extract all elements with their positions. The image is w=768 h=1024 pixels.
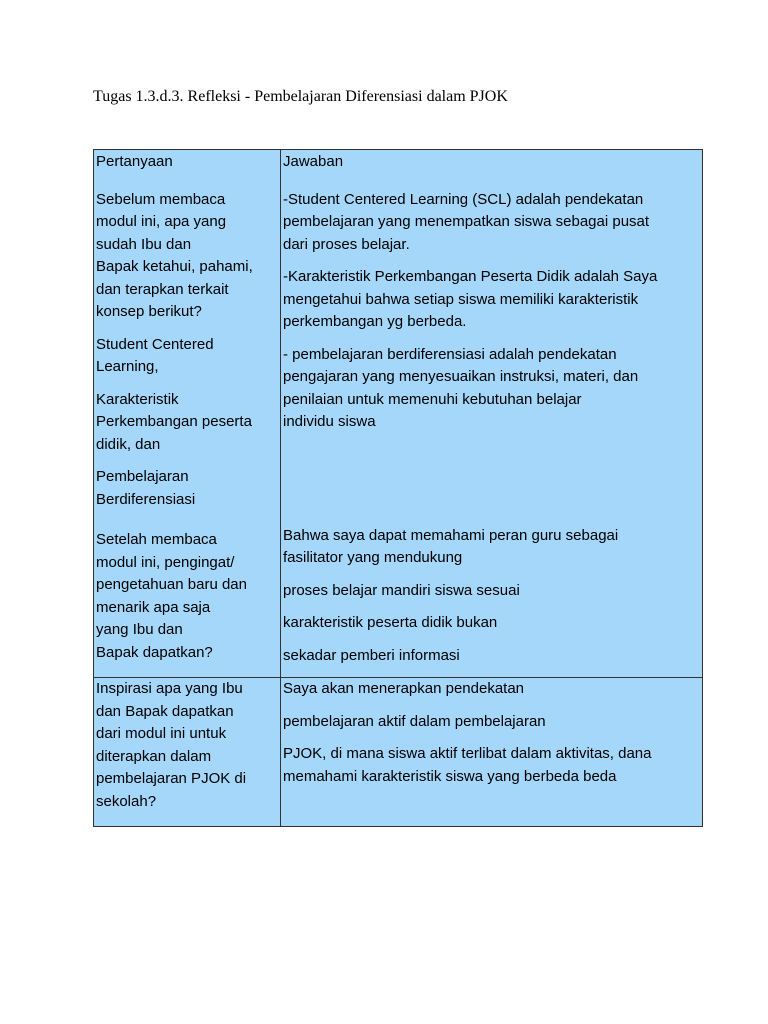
question-line: diterapkan dalam bbox=[96, 747, 212, 765]
question-line: Berdiferensiasi bbox=[96, 490, 196, 508]
question-line: dari modul ini untuk bbox=[96, 725, 227, 742]
question-line: Pembelajaran bbox=[96, 468, 189, 485]
answer-line: karakteristik peserta didik bukan bbox=[283, 614, 498, 631]
answer-line: dari proses belajar. bbox=[283, 235, 410, 253]
document-title: Tugas 1.3.d.3. Refleksi - Pembelajaran Diferensiasi dalam PJOK bbox=[93, 88, 508, 105]
question-line: menarik apa saja bbox=[96, 598, 211, 616]
question-line: Setelah membaca bbox=[96, 531, 217, 548]
question-line: Inspirasi apa yang Ibu bbox=[96, 680, 243, 697]
answer-line: - pembelajaran berdiferensiasi adalah pendekatan bbox=[283, 345, 617, 363]
answer-cell bbox=[281, 150, 702, 677]
answer-line: -Karakteristik Perkembangan Peserta Didik adalah Saya bbox=[283, 268, 658, 285]
answer-line: penilaian untuk memenuhi kebutuhan belajar bbox=[283, 390, 582, 408]
question-line: pengetahuan baru dan bbox=[96, 576, 247, 593]
table-row bbox=[94, 150, 702, 677]
answer-line: -Student Centered Learning (SCL) adalah pendekatan bbox=[283, 190, 644, 208]
question-line: didik, dan bbox=[96, 435, 161, 453]
question-line: Student Centered bbox=[96, 335, 214, 353]
answer-line: fasilitator yang mendukung bbox=[283, 549, 463, 566]
question-line: pembelajaran PJOK di bbox=[96, 770, 247, 787]
question-line: sudah Ibu dan bbox=[96, 235, 192, 253]
answer-line: Saya akan menerapkan pendekatan bbox=[283, 680, 525, 697]
answer-line: perkembangan yg berbeda. bbox=[283, 313, 467, 330]
question-line: sekolah? bbox=[96, 792, 157, 810]
answer-line: memahami karakteristik siswa yang berbeda beda bbox=[283, 767, 617, 785]
answer-line: mengetahui bahwa setiap siswa memiliki karakteristik bbox=[283, 290, 639, 308]
question-line: Sebelum membaca bbox=[96, 190, 226, 208]
question-line: Bapak dapatkan? bbox=[96, 643, 213, 661]
answer-line: PJOK, di mana siswa aktif terlibat dalam aktivitas, dana bbox=[283, 745, 652, 762]
answer-header: Jawaban bbox=[283, 153, 344, 170]
question-line: dan terapkan terkait bbox=[96, 280, 229, 298]
question-line: dan Bapak dapatkan bbox=[96, 702, 234, 720]
question-line: modul ini, pengingat/ bbox=[96, 553, 235, 571]
question-line: modul ini, apa yang bbox=[96, 213, 227, 230]
question-header: Pertanyaan bbox=[96, 153, 173, 170]
answer-line: pengajaran yang menyesuaikan instruksi, materi, dan bbox=[283, 368, 639, 385]
question-line: Learning, bbox=[96, 358, 159, 375]
table-row bbox=[94, 677, 702, 826]
question-line: yang Ibu dan bbox=[96, 621, 183, 638]
question-line: Bapak ketahui, pahami, bbox=[96, 258, 253, 275]
answer-line: individu siswa bbox=[283, 413, 376, 430]
question-line: Perkembangan peserta bbox=[96, 413, 252, 430]
reflection-table bbox=[93, 149, 703, 827]
question-cell bbox=[94, 678, 281, 826]
question-cell bbox=[94, 150, 281, 677]
answer-line: Bahwa saya dapat memahami peran guru sebagai bbox=[283, 526, 619, 544]
answer-line: pembelajaran aktif dalam pembelajaran bbox=[283, 712, 546, 730]
answer-line: proses belajar mandiri siswa sesuai bbox=[283, 581, 520, 599]
answer-line: sekadar pemberi informasi bbox=[283, 646, 460, 664]
question-line: konsep berikut? bbox=[96, 303, 202, 320]
answer-cell bbox=[281, 678, 702, 826]
question-line: Karakteristik bbox=[96, 390, 179, 408]
answer-line: pembelajaran yang menempatkan siswa sebagai pusat bbox=[283, 213, 650, 230]
